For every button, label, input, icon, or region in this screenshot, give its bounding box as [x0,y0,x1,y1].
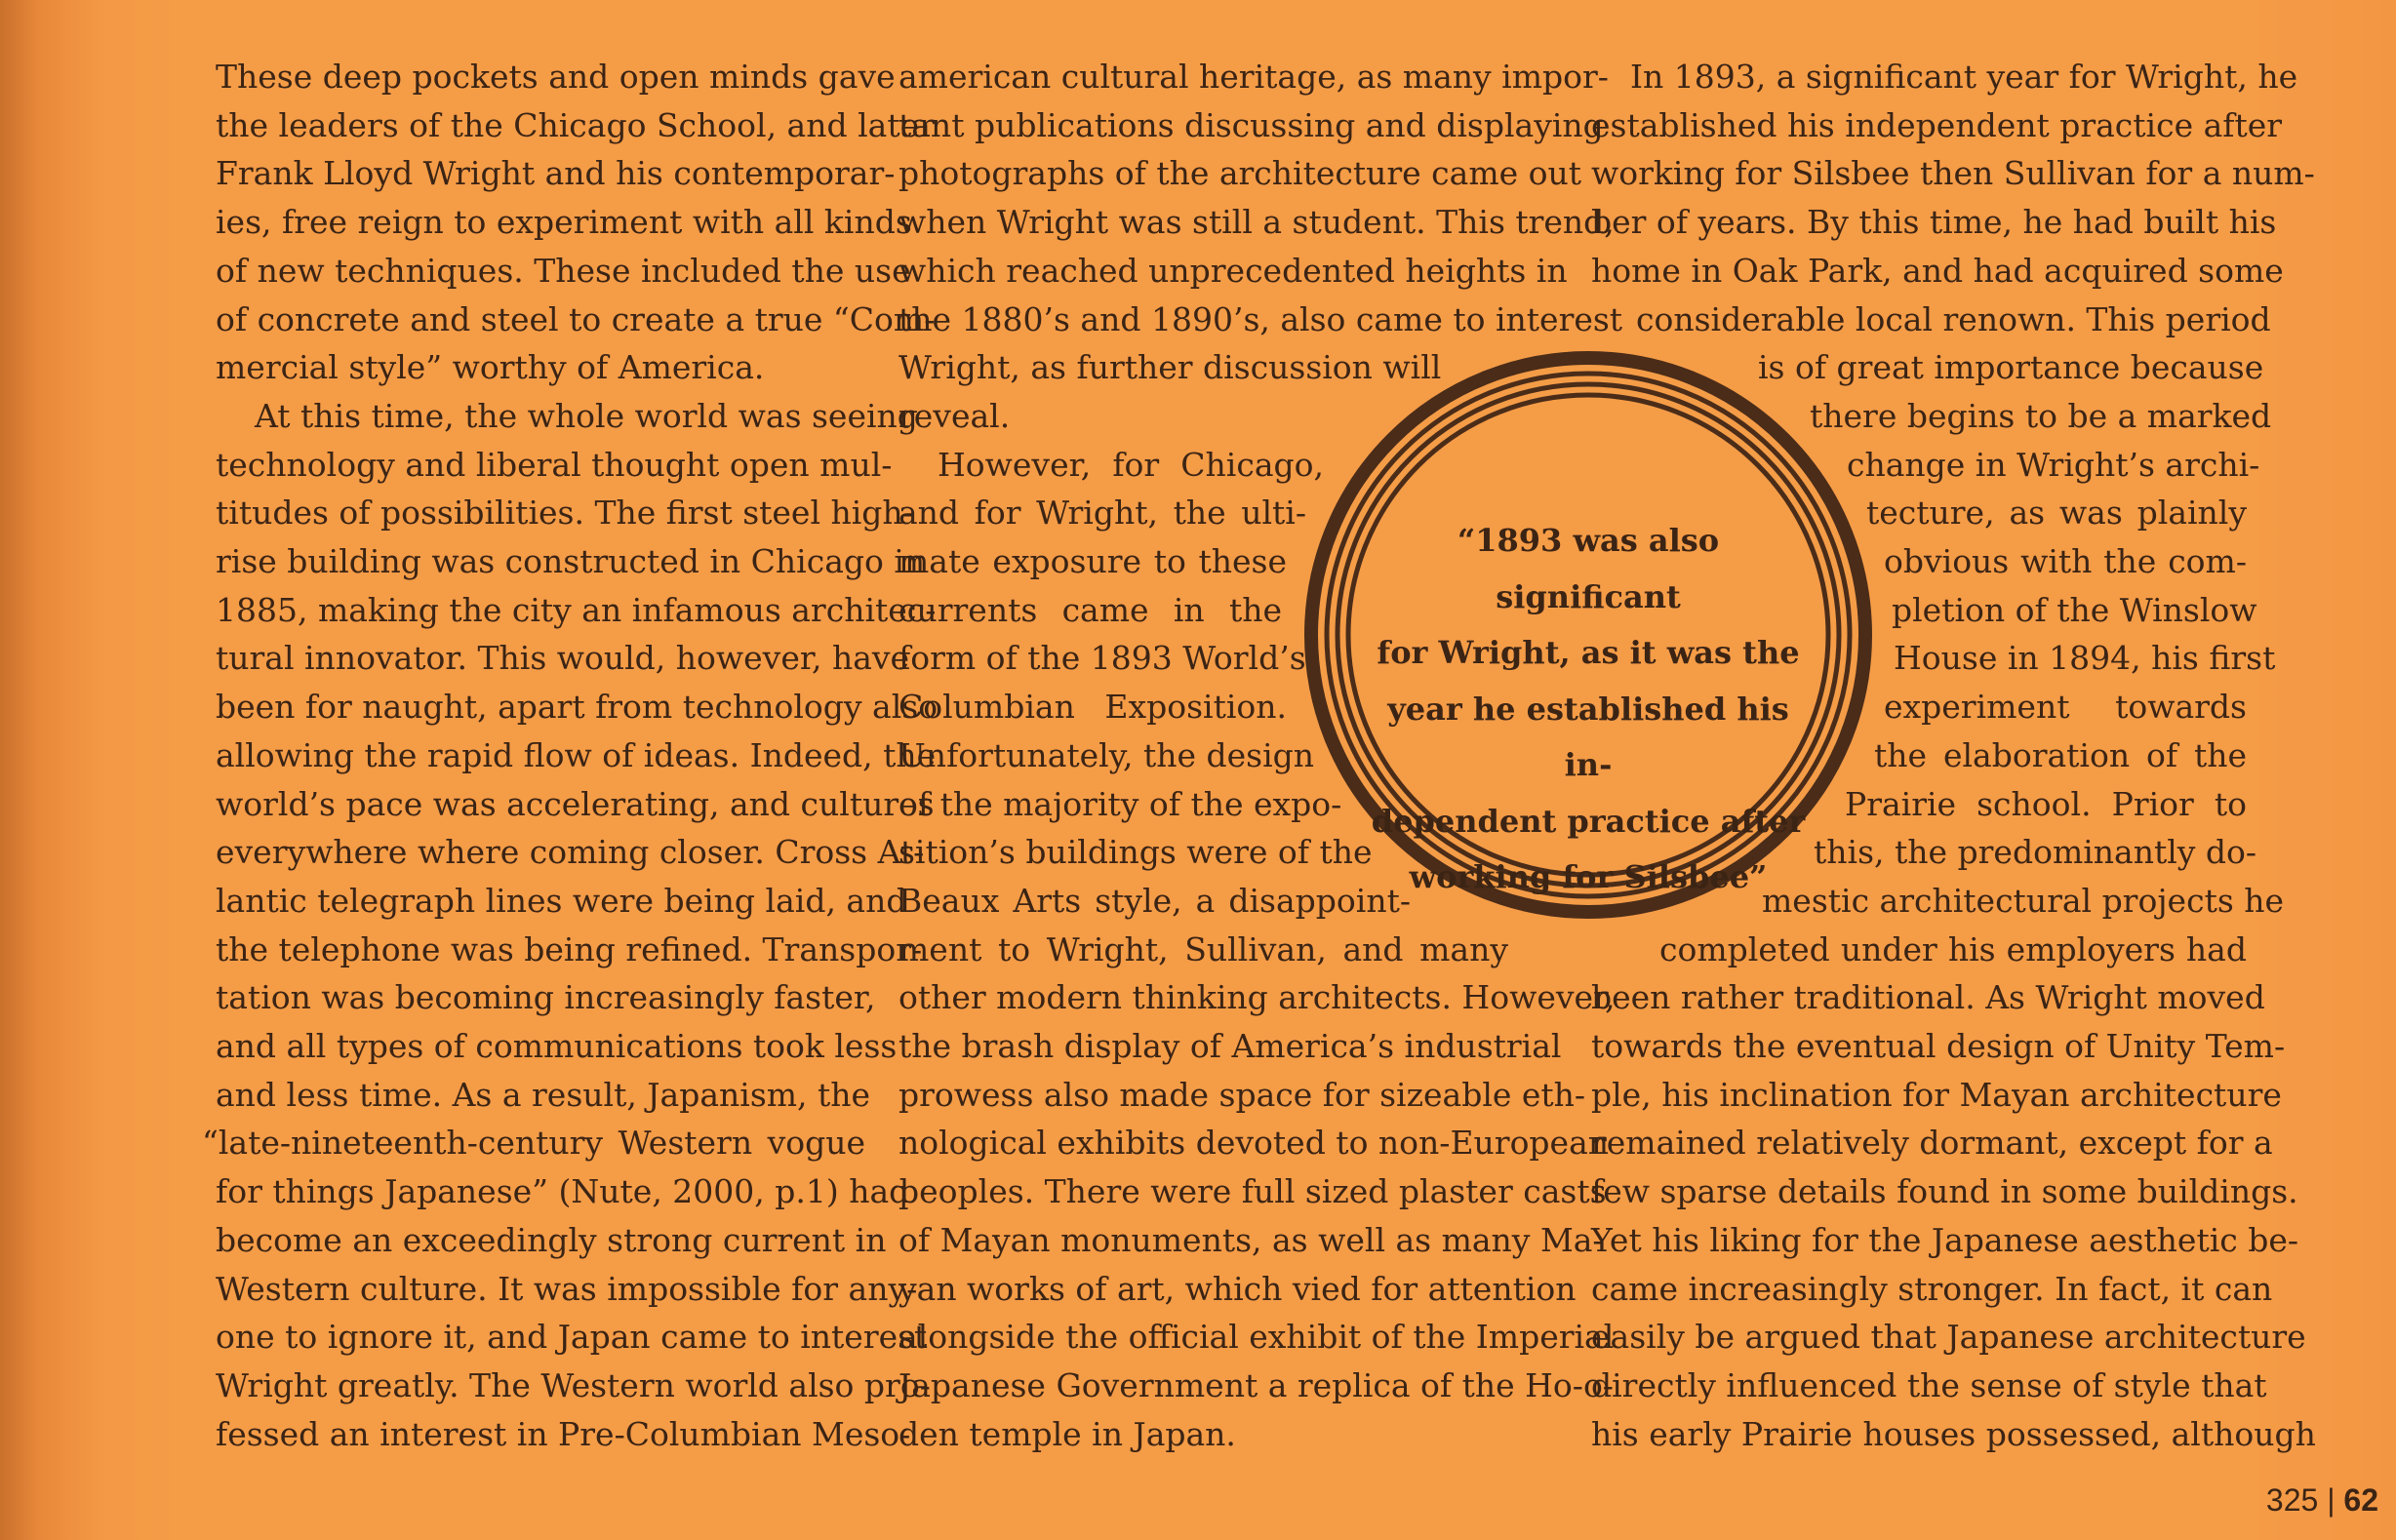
pull-quote-circle [1300,347,1876,923]
text-line: lantic telegraph lines were being laid, and [216,881,907,920]
text-line: home in Oak Park, and had acquired some [1591,251,2284,290]
text-line: been rather traditional. As Wright moved [1591,978,2265,1017]
text-line: mercial style” worthy of America. [216,348,765,387]
text-line: mestic architectural projects he [1762,881,2285,920]
text-line: Prairie school. Prior to [1845,784,2247,823]
text-line: rise building was constructed in Chicago in [216,542,926,581]
text-line: came increasingly stronger. In fact, it can [1591,1269,2273,1308]
text-line: Wright, as further discussion will [898,348,1442,387]
text-column-1 [202,53,938,1458]
text-line: been for naught, apart from technology also [216,688,938,727]
text-line: Unfortunately, the design [898,735,1315,774]
text-line: reveal. [898,396,1011,435]
text-line: currents came in the [898,590,1282,629]
text-line: working for Silsbee then Sullivan for a num- [1591,154,2315,193]
text-line: House in 1894, his first [1894,639,2276,678]
text-line: mate exposure to these [898,542,1287,581]
pull-quote-line: “1893 was also significant [1457,522,1720,615]
text-line: for things Japanese” (Nute, 2000, p.1) had [216,1172,910,1211]
text-line: In 1893, a significant year for Wright, he [1630,58,2298,96]
text-line: other modern thinking architects. However, [898,978,1616,1017]
text-line: Beaux Arts style, a disappoint- [898,881,1411,920]
pull-quote-line: year he established his in- [1387,690,1789,783]
text-line: and all types of communications took less [216,1027,898,1066]
text-line: the elaboration of the [1874,735,2247,774]
text-line: ber of years. By this time, he had built his [1591,203,2277,242]
text-line: of Mayan monuments, as well as many Ma- [898,1220,1604,1259]
pull-quote [1369,513,1808,906]
text-line: “late-nineteenth-century Western vogue [202,1124,865,1163]
text-line: considerable local renown. This period [1636,299,2271,338]
text-line: obvious with the com- [1884,542,2247,581]
text-line: few sparse details found in some buildings. [1591,1172,2298,1211]
text-line: and less time. As a result, Japanism, the [216,1075,871,1114]
text-line: titudes of possibilities. The first steel high- [216,494,914,533]
text-line: Western culture. It was impossible for any- [216,1269,918,1308]
text-line: completed under his employers had [1659,929,2247,968]
text-line: and for Wright, the ulti- [898,494,1306,533]
text-line: tant publications discussing and displaying [898,105,1604,144]
text-line: everywhere where coming closer. Cross At- [216,833,925,872]
text-line: 1885, making the city an infamous architec- [216,590,937,629]
pull-quote-line: dependent practice after [1371,802,1806,840]
text-line: Wright greatly. The Western world also pro- [216,1365,931,1404]
text-line: fessed an interest in Pre-Columbian Meso- [216,1414,911,1453]
page-number-current: 62 [2343,1482,2378,1518]
text-line: the brash display of America’s industrial [898,1027,1562,1066]
text-line: These deep pockets and open minds gave [216,58,896,96]
text-line: experiment towards [1884,688,2247,727]
text-line: which reached unprecedented heights in [898,251,1568,290]
text-line: change in Wright’s archi- [1847,445,2260,484]
text-line: the telephone was being refined. Transpor- [216,929,923,968]
text-line: Japanese Government a replica of the Ho-o- [898,1365,1614,1404]
text-line: allowing the rapid flow of ideas. Indeed, the [216,735,937,774]
text-line: peoples. There were full sized plaster casts [898,1172,1607,1211]
text-line: Yet his liking for the Japanese aesthetic be- [1591,1220,2299,1259]
text-line: technology and liberal thought open mul- [216,445,893,484]
text-line: alongside the official exhibit of the Imperial [898,1318,1615,1357]
text-line: ple, his inclination for Mayan architecture [1591,1075,2282,1114]
text-line: towards the eventual design of Unity Tem- [1591,1027,2286,1066]
text-line: sition’s buildings were of the [898,833,1373,872]
text-line: pletion of the Winslow [1892,590,2257,629]
text-line: one to ignore it, and Japan came to interest [216,1318,928,1357]
text-line: den temple in Japan. [898,1414,1236,1453]
text-line: tural innovator. This would, however, have [216,639,910,678]
text-line: tation was becoming increasingly faster, [216,978,876,1017]
text-line: photographs of the architecture came out [898,154,1582,193]
text-line: of concrete and steel to create a true “Com- [216,299,936,338]
text-line: of the majority of the expo- [898,784,1342,823]
text-line: prowess also made space for sizeable eth- [898,1075,1586,1114]
text-line: tecture, as was plainly [1866,494,2247,533]
text-line: ies, free reign to experiment with all kinds [216,203,912,242]
text-line: Columbian Exposition. [898,688,1287,727]
text-line: At this time, the whole world was seeing [255,396,918,435]
text-line: the 1880’s and 1890’s, also came to interest [898,299,1623,338]
text-line: remained relatively dormant, except for a [1591,1124,2273,1163]
text-line: world’s pace was accelerating, and cultures [216,784,935,823]
text-line: However, for Chicago, [938,445,1324,484]
text-line: is of great importance because [1758,348,2264,387]
page-number-total: 325 [2265,1482,2319,1518]
text-line: american cultural heritage, as many impor- [898,58,1609,96]
pull-quote-line: for Wright, as it was the [1377,634,1800,671]
text-line: the leaders of the Chicago School, and later [216,105,935,144]
text-line: become an exceedingly strong current in [216,1220,887,1259]
text-line: of new techniques. These included the use [216,251,911,290]
text-line: his early Prairie houses possessed, although [1591,1414,2316,1453]
pull-quote-line: working for Silsbee” [1409,858,1768,895]
text-line: nological exhibits devoted to non-European [898,1124,1610,1163]
page-number [2266,1482,2378,1519]
text-line: when Wright was still a student. This trend, [898,203,1615,242]
text-line: easily be argued that Japanese architecture [1591,1318,2306,1357]
page-number-separator: | [2327,1482,2336,1518]
text-line: established his independent practice after [1591,105,2283,144]
text-line: this, the predominantly do- [1814,833,2257,872]
text-line: directly influenced the sense of style that [1591,1365,2267,1404]
text-line: form of the 1893 World’s [898,639,1306,678]
text-line: there begins to be a marked [1810,396,2272,435]
text-line: yan works of art, which vied for attention [898,1269,1577,1308]
text-line: ment to Wright, Sullivan, and many [898,929,1508,968]
text-line: Frank Lloyd Wright and his contemporar- [216,154,896,193]
